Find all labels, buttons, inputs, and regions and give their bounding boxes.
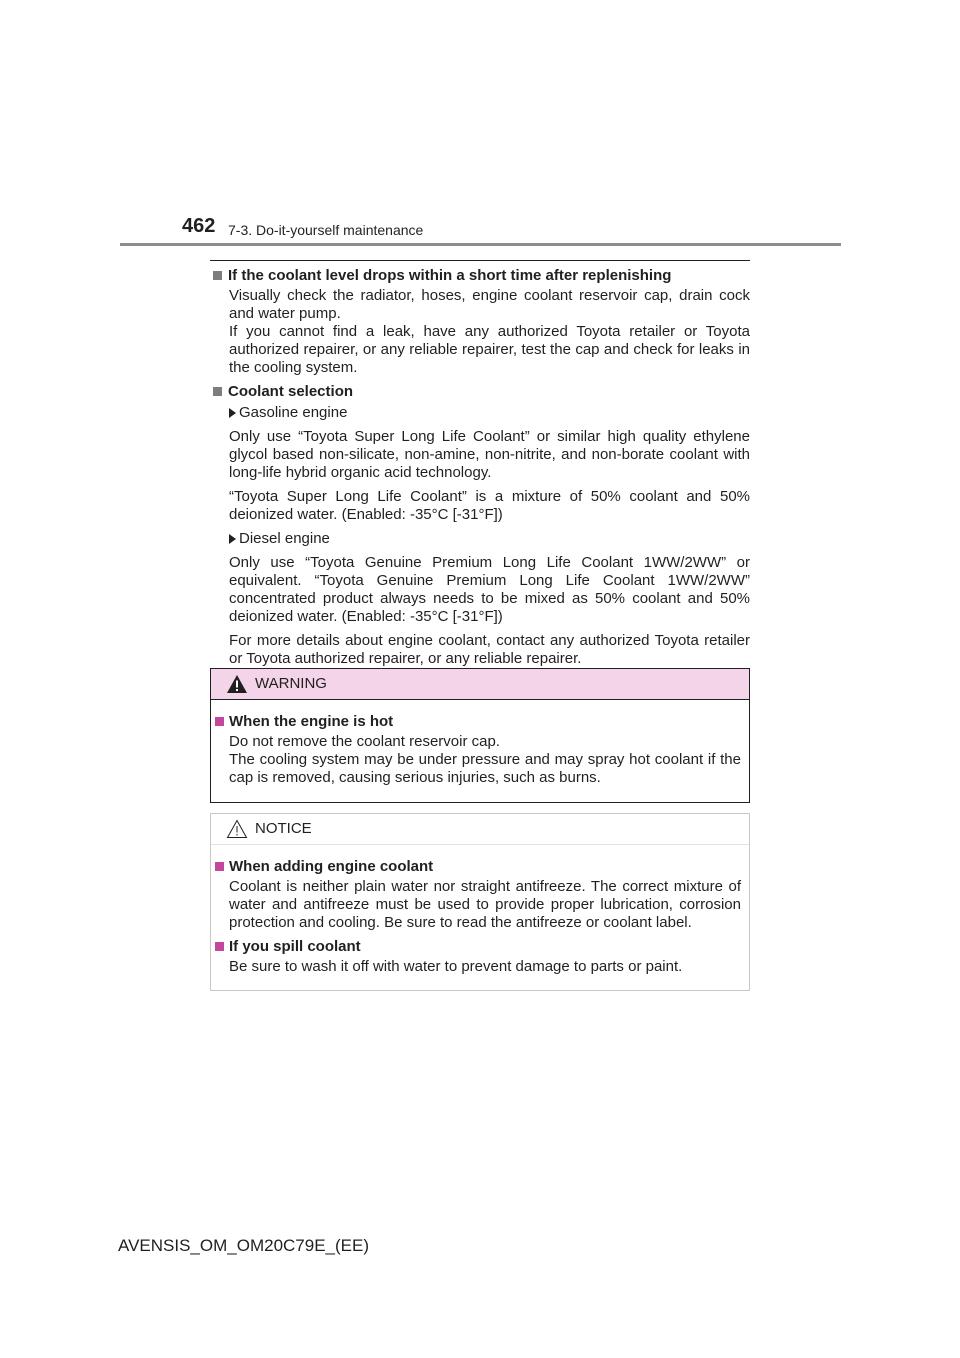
header-rule	[120, 243, 841, 246]
page-number: 462	[182, 215, 216, 237]
main-content	[210, 267, 750, 668]
paragraph: For more details about engine coolant, contact any authorized Toyota retailer or Toyota authorized repairer, or any reliable repairer.	[229, 632, 750, 667]
subheading-diesel-engine	[210, 530, 750, 548]
square-bullet-icon	[213, 387, 222, 396]
section-title: 7-3. Do-it-yourself maintenance	[228, 222, 424, 238]
heading-coolant-level	[210, 267, 750, 285]
warning-header	[211, 669, 749, 700]
notice-header	[211, 814, 749, 845]
warning-line: Do not remove the coolant reservoir cap.	[229, 733, 500, 750]
triangle-bullet-icon	[229, 534, 236, 544]
subheading-text: Gasoline engine	[239, 404, 348, 421]
notice-heading	[211, 858, 741, 876]
notice-heading	[211, 938, 741, 956]
notice-heading-text: When adding engine coolant	[229, 858, 434, 875]
paragraph: Only use “Toyota Genuine Premium Long Life Coolant 1WW/2WW” or equivalent. “Toyota Genuine Premium Long Life Coolant 1WW/2WW” concentrated product always needs to be mixed as 50% coolant and 50% deionized water. (Enabled: -35°C [-31°F])	[229, 554, 750, 625]
notice-heading-text: If you spill coolant	[229, 938, 361, 955]
paragraph: “Toyota Super Long Life Coolant” is a mixture of 50% coolant and 50% deionized water. (Enabled: -35°C [-31°F])	[229, 488, 750, 523]
warning-heading-text: When the engine is hot	[229, 713, 394, 730]
heading-text: If the coolant level drops within a short time after replenishing	[228, 267, 672, 284]
paragraph: If you cannot find a leak, have any authorized Toyota retailer or Toyota authorized repairer, or any reliable repairer, test the cap and check for leaks in the cooling system.	[229, 323, 750, 376]
warning-box	[210, 668, 750, 803]
triangle-bullet-icon	[229, 408, 236, 418]
paragraph: Visually check the radiator, hoses, engine coolant reservoir cap, drain cock and water pump.	[229, 287, 750, 322]
warning-heading	[211, 713, 741, 731]
notice-text: Be sure to wash it off with water to prevent damage to parts or paint.	[229, 958, 683, 975]
subheading-text: Diesel engine	[239, 530, 330, 547]
subheading-gasoline-engine	[210, 404, 750, 422]
heading-text: Coolant selection	[228, 383, 354, 400]
square-bullet-icon	[215, 942, 224, 951]
square-bullet-icon	[215, 717, 224, 726]
square-bullet-icon	[213, 271, 222, 280]
heading-coolant-selection	[210, 383, 750, 401]
warning-body	[211, 700, 749, 787]
content-top-rule	[210, 260, 750, 261]
notice-body	[211, 845, 749, 976]
warning-line: The cooling system may be under pressure and may spray hot coolant if the cap is removed, causing serious injuries, such as burns.	[229, 751, 741, 786]
notice-text: Coolant is neither plain water nor straight antifreeze. The correct mixture of water and antifreeze must be used to provide proper lubrication, corrosion protection and cooling. Be sure to read the antifreeze or coolant label.	[229, 878, 741, 931]
warning-triangle-icon	[226, 674, 248, 694]
warning-label: WARNING	[255, 675, 327, 692]
notice-triangle-icon	[226, 819, 248, 839]
notice-label: NOTICE	[255, 820, 312, 837]
square-bullet-icon	[215, 862, 224, 871]
notice-box	[210, 813, 750, 991]
paragraph: Only use “Toyota Super Long Life Coolant” or similar high quality ethylene glycol based non-silicate, non-amine, non-nitrite, and non-borate coolant with long-life hybrid organic acid technology.	[229, 428, 750, 481]
footer-doc-code: AVENSIS_OM_OM20C79E_(EE)	[118, 1236, 369, 1255]
